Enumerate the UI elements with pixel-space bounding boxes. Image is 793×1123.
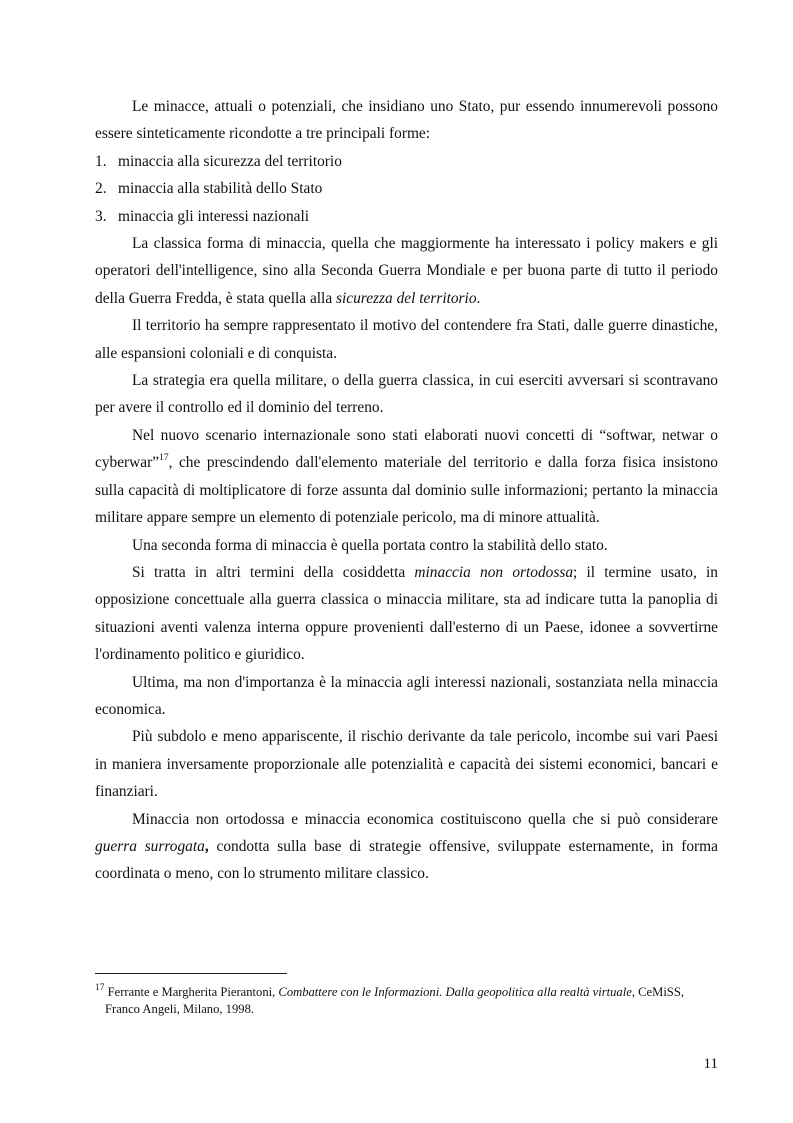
footnote-text: Ferrante e Margherita Pierantoni, [104,985,279,999]
threat-list [95,148,718,230]
paragraph-3: Il territorio ha sempre rappresentato il motivo del contendere fra Stati, dalle guerre dinastiche, alle espansioni coloniali e di conquista. [95,317,718,362]
list-number: 2. [95,180,107,198]
paragraph-7-end: ; il termine usato, in opposizione concettuale alla guerra classica o minaccia militare, sta ad indicare tutta la panoplia di situazioni aventi valenza interna oppure provenienti dall'esterno di un Paese, idonee a sovvertirne l'ordinamento politico e giuridico. [95,563,719,664]
list-item [95,148,718,175]
paragraph-2 [95,230,718,312]
list-item [95,203,718,230]
list-text: minaccia gli interessi nazionali [118,207,310,225]
footnote-marker: 17 [95,982,105,993]
paragraph-2-end: . [476,289,481,307]
footnote-line-1 [95,984,718,1001]
paragraph-9: Più subdolo e meno appariscente, il rischio derivante da tale pericolo, incombe sui vari Paesi in maniera inversamente proporzionale alle potenzialità e capacità dei sistemi economici, bancari e finanziari. [95,728,718,801]
paragraph-4: La strategia era quella militare, o della guerra classica, in cui eserciti avversari si scontravano per avere il controllo ed il dominio del terreno. [95,372,718,417]
paragraph-5-end: , che prescindendo dall'elemento materiale del territorio e dalla forza fisica insistono sulla capacità di moltiplicatore di forze assunta dal dominio sulle informazioni; pertanto la minaccia militare appare sempre un elemento di potenziale pericolo, ma di minore attualità. [95,454,718,527]
footnote-divider [95,973,287,974]
paragraph-10-end: condotta sulla base di strategie offensive, sviluppate esternamente, in forma coordinata o meno, con lo strumento militare classico. [95,837,718,883]
list-item [95,175,718,202]
paragraph-10-emphasis: guerra surrogata [95,837,205,855]
list-text: minaccia alla stabilità dello Stato [118,180,323,198]
paragraph-5-text: Nel nuovo scenario internazionale sono stati elaborati nuovi concetti di “softwar, netwar o cyberwar” [95,426,718,472]
list-number: 1. [95,152,107,170]
footnote [95,984,718,1018]
paragraph-2-emphasis: sicurezza del territorio [336,289,477,307]
footnote-reference[interactable]: 17 [159,453,169,464]
paragraph-10 [95,806,718,888]
paragraph-5 [95,422,718,532]
body-text [95,93,718,888]
footnote-line-2: Franco Angeli, Milano, 1998. [105,1002,255,1016]
paragraph-7-text: Si tratta in altri termini della cosiddetta [132,563,415,581]
paragraph-8: Ultima, ma non d'importanza è la minaccia agli interessi nazionali, sostanziata nella minaccia economica. [95,673,718,718]
page-number: 11 [703,1056,718,1072]
list-number: 3. [95,207,107,225]
paragraph-10-bold: , [204,837,209,855]
paragraph-10-text: Minaccia non ortodossa e minaccia economica costituiscono quella che si può considerare [132,810,718,828]
paragraph-7 [95,559,718,669]
paragraph-1: Le minacce, attuali o potenziali, che insidiano uno Stato, pur essendo innumerevoli possono essere sinteticamente ricondotte a tre principali forme: [95,98,718,143]
footnote-title: Combattere con le Informazioni. Dalla geopolitica alla realtà virtuale [278,985,632,999]
paragraph-6: Una seconda forma di minaccia è quella portata contro la stabilità dello stato. [132,536,608,554]
list-text: minaccia alla sicurezza del territorio [118,152,342,170]
paragraph-7-emphasis: minaccia non ortodossa [414,563,574,581]
footnote-publisher: , CeMiSS, [631,985,684,999]
paragraph-2-text: La classica forma di minaccia, quella che maggiormente ha interessato i policy makers e gli operatori dell'intelligence, sino alla Seconda Guerra Mondiale e per buona parte di tutto il periodo della Guerra Fredda, è stata quella alla [95,235,718,307]
